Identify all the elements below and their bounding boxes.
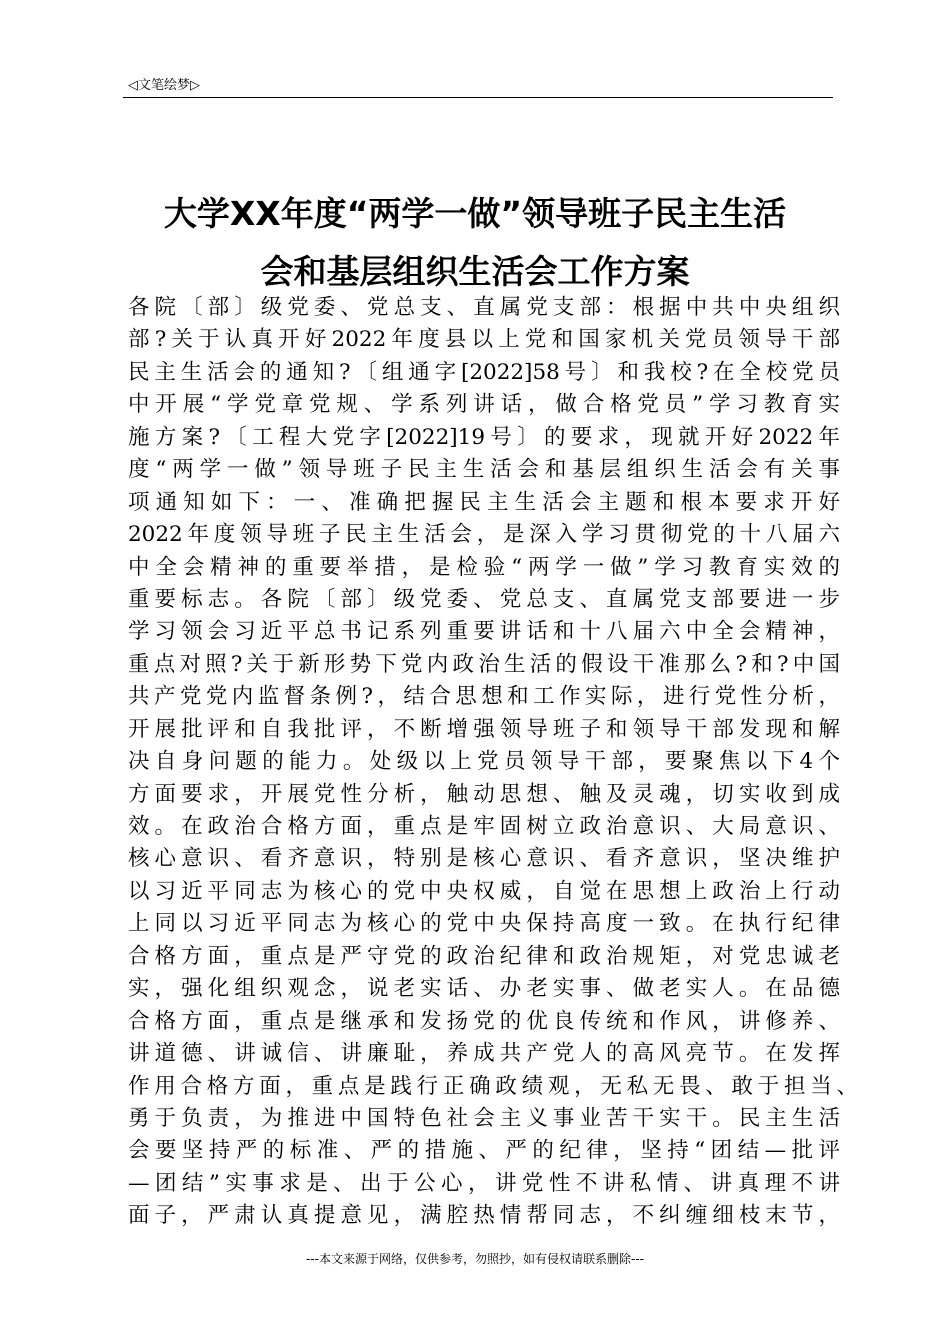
body-line: 共产党党内监督条例?，结合思想和工作实际，进行党性分析， bbox=[128, 684, 840, 710]
body-line: 民主生活会的通知?〔组通字[2022]58号〕和我校?在全校党员 bbox=[128, 359, 840, 385]
header-divider bbox=[123, 97, 833, 98]
body-line: 上同以习近平同志为核心的党中央保持高度一致。在执行纪律 bbox=[128, 911, 840, 937]
body-line: 会要坚持严的标准、严的措施、严的纪律，坚持“团结—批评 bbox=[128, 1138, 840, 1164]
body-line: 合格方面，重点是继承和发扬党的优良传统和作风，讲修养、 bbox=[128, 1008, 840, 1034]
body-line: 度“两学一做”领导班子民主生活会和基层组织生活会有关事 bbox=[128, 457, 840, 483]
body-line: 各院〔部〕级党委、党总支、直属党支部：根据中共中央组织 bbox=[128, 295, 840, 320]
body-line: 重点对照?关于新形势下党内政治生活的假设干准那么?和?中国 bbox=[128, 651, 840, 677]
body-line: 部?关于认真开好2022年度县以上党和国家机关党员领导干部 bbox=[128, 327, 840, 353]
body-line: 面子，严肃认真提意见，满腔热情帮同志，不纠缠细枝末节， bbox=[128, 1203, 840, 1229]
document-title-line-2: 会和基层组织生活会工作方案 bbox=[260, 252, 690, 291]
body-line: —团结”实事求是、出于公心，讲党性不讲私情、讲真理不讲 bbox=[128, 1170, 840, 1196]
page-footer: ---本文来源于网络，仅供参考，勿照抄，如有侵权请联系删除--- bbox=[306, 1252, 644, 1266]
body-line: 讲道德、讲诚信、讲廉耻，养成共产党人的高风亮节。在发挥 bbox=[128, 1041, 840, 1067]
body-line: 合格方面，重点是严守党的政治纪律和政治规矩，对党忠诚老 bbox=[128, 943, 840, 969]
body-line: 中全会精神的重要举措，是检验“两学一做”学习教育实效的 bbox=[128, 554, 840, 580]
body-line: 实，强化组织观念，说老实话、办老实事、做老实人。在品德 bbox=[128, 976, 840, 1002]
body-line: 学习领会习近平总书记系列重要讲话和十八届六中全会精神， bbox=[128, 619, 840, 645]
body-line: 施方案?〔工程大党字[2022]19号〕的要求，现就开好2022年 bbox=[128, 424, 840, 450]
document-title-line-1: 大学XX年度“两学一做”领导班子民主生活 bbox=[163, 194, 787, 233]
body-line: 2022年度领导班子民主生活会，是深入学习贯彻党的十八届六 bbox=[128, 522, 840, 548]
body-line: 项通知如下：一、准确把握民主生活会主题和根本要求开好 bbox=[128, 489, 840, 515]
body-line: 决自身问题的能力。处级以上党员领导干部，要聚焦以下4个 bbox=[128, 749, 840, 775]
document-body bbox=[128, 292, 858, 1233]
body-line: 核心意识、看齐意识，特别是核心意识、看齐意识，坚决维护 bbox=[128, 846, 840, 872]
body-line: 勇于负责，为推进中国特色社会主义事业苦干实干。民主生活 bbox=[128, 1105, 840, 1131]
body-line: 方面要求，开展党性分析，触动思想、触及灵魂，切实收到成 bbox=[128, 781, 840, 807]
body-line: 重要标志。各院〔部〕级党委、党总支、直属党支部要进一步 bbox=[128, 586, 840, 612]
body-line: 以习近平同志为核心的党中央权威，自觉在思想上政治上行动 bbox=[128, 878, 840, 904]
body-line: 效。在政治合格方面，重点是牢固树立政治意识、大局意识、 bbox=[128, 814, 840, 839]
body-line: 作用合格方面，重点是践行正确政绩观，无私无畏、敢于担当、 bbox=[128, 1073, 858, 1099]
body-line: 开展批评和自我批评，不断增强领导班子和领导干部发现和解 bbox=[128, 716, 840, 742]
page-header: ◁文笔绘梦▷ bbox=[128, 78, 200, 93]
body-line: 中开展“学党章党规、学系列讲话，做合格党员”学习教育实 bbox=[128, 392, 840, 418]
